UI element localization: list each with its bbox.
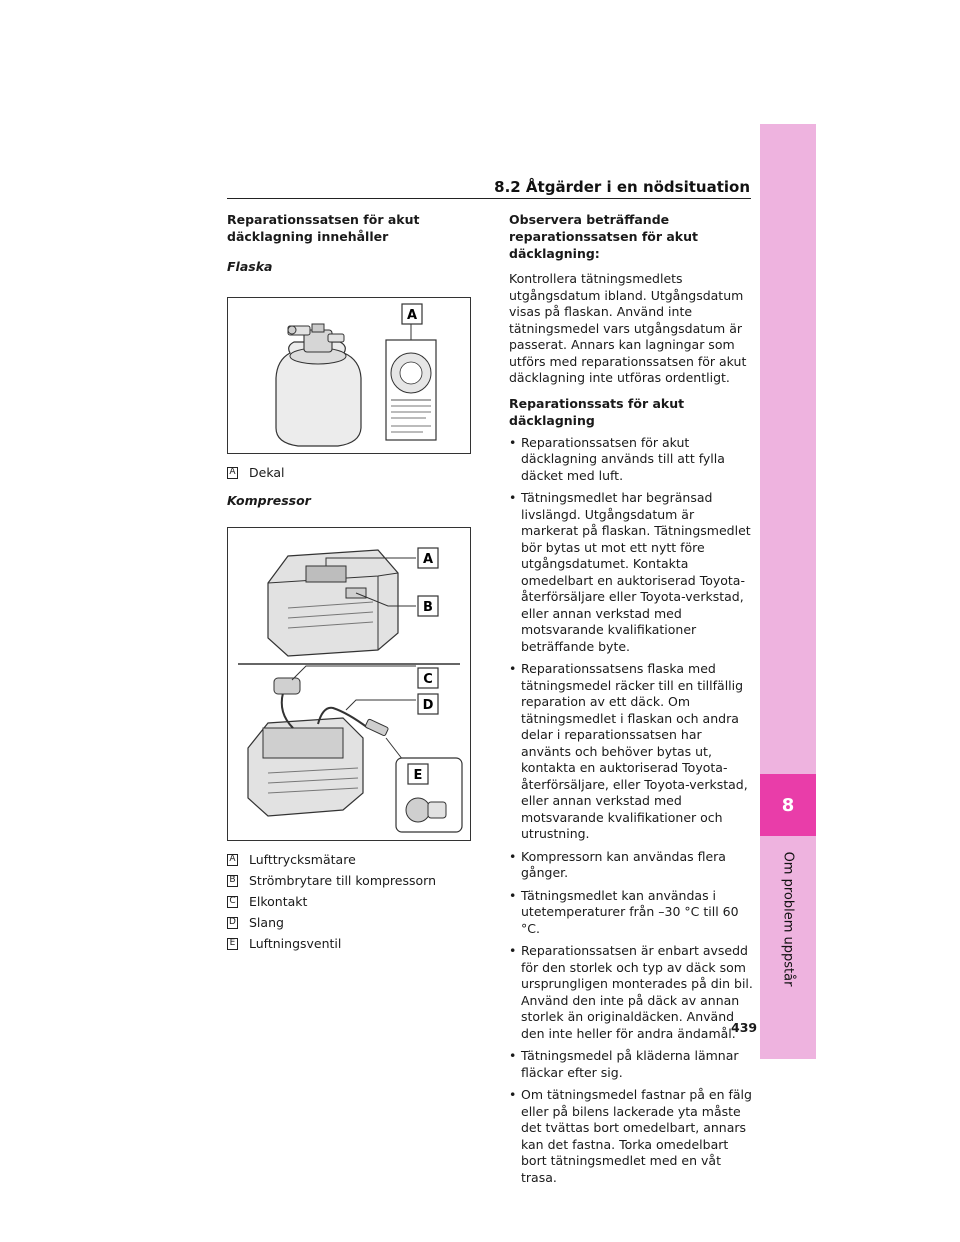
compressor-callout-c: C bbox=[423, 672, 433, 687]
caption-letter: A bbox=[227, 854, 238, 866]
compressor-callout-e: E bbox=[413, 768, 423, 783]
compressor-caption bbox=[227, 849, 477, 870]
chapter-number: 8 bbox=[760, 774, 816, 836]
list-item: • Reparationssatsens flaska med tätningsmedel räcker till en tillfällig reparation av ett däck. Om tätningsmedlet i flaskan och andra delar i reparationssatsen har använts och behöver bytas ut, kontakta en auktoriserad Toyota-återförsäljare, eller Toyota-verkstad, eller annan verkstad med motsvarande kvalifikationer och utrustning. bbox=[509, 661, 753, 843]
caption-letter: C bbox=[227, 896, 238, 908]
kompressor-label: Kompressor bbox=[227, 493, 311, 508]
caption-text: Lufttrycksmätare bbox=[249, 852, 356, 867]
list-item: • Reparationssatsen är enbart avsedd för den storlek och typ av däck som ursprungligen monterades på din bil. Använd den inte på däck av annan storlek än originaldäcken. Använd den inte heller för andra ändamål. bbox=[509, 943, 753, 1042]
compressor-illustration bbox=[228, 528, 470, 840]
list-item: • Tätningsmedel på kläderna lämnar fläckar efter sig. bbox=[509, 1048, 753, 1081]
header-rule bbox=[227, 198, 751, 199]
chapter-side-tab[interactable] bbox=[760, 124, 816, 1059]
notice-heading: Observera beträffande reparationssatsen för akut däcklagning: bbox=[509, 212, 698, 261]
compressor-caption bbox=[227, 891, 477, 912]
caption-text: Strömbrytare till kompressorn bbox=[249, 873, 436, 888]
compressor-caption bbox=[227, 912, 477, 933]
compressor-callout-d: D bbox=[422, 698, 434, 713]
caption-letter: D bbox=[227, 917, 238, 929]
list-item: • Tätningsmedlet har begränsad livslängd. Utgångsdatum är markerat på flaskan. Tätningsmedlet bör bytas ut mot ett nytt före utgångsdatumet. Kontakta omedelbart en auktoriserad Toyota-återförsäljare eller Toyota-verkstad, eller annan verkstad med motsvarande kvalifikationer beträffande byte. bbox=[509, 490, 753, 655]
chapter-title: Om problem uppstår bbox=[780, 851, 796, 987]
section-title: 8.2 Åtgärder i en nödsituation bbox=[494, 178, 750, 196]
compressor-caption bbox=[227, 933, 477, 954]
bottle-illustration bbox=[228, 298, 470, 453]
compressor-callout-b: B bbox=[423, 600, 433, 615]
compressor-caption bbox=[227, 870, 477, 891]
list-item: • Tätningsmedlet kan användas i utetemperaturer från –30 °C till 60 °C. bbox=[509, 888, 753, 938]
page-number: 439 bbox=[731, 1020, 758, 1035]
list-item: • Kompressorn kan användas flera gånger. bbox=[509, 849, 753, 882]
kit-heading: Reparationssatsen för akut däcklagning innehåller bbox=[227, 212, 420, 244]
bottle-figure bbox=[227, 297, 471, 454]
compressor-figure bbox=[227, 527, 471, 841]
right-column bbox=[509, 211, 753, 1192]
compressor-captions bbox=[227, 849, 477, 954]
caption-text: Dekal bbox=[249, 465, 285, 480]
left-column bbox=[227, 211, 477, 954]
list-item: • Reparationssatsen för akut däcklagning används till att fylla däcket med luft. bbox=[509, 435, 753, 485]
list-item: • Om tätningsmedel fastnar på en fälg eller på bilens lackerade yta måste det tvättas bort omedelbart, annars kan det fastna. Torka omedelbart bort tätningsmedlet med en våt trasa. bbox=[509, 1087, 753, 1186]
bottle-caption bbox=[227, 462, 477, 483]
notice-intro: Kontrollera tätningsmedlets utgångsdatum ibland. Utgångsdatum visas på flaskan. Använd inte tätningsmedel vars utgångsdatum är passerat. Annars kan lagningar som utförs med reparationssatsen för akut däcklagning inte utföras ordentligt. bbox=[509, 271, 747, 385]
compressor-callout-a: A bbox=[422, 552, 434, 567]
caption-text: Slang bbox=[249, 915, 284, 930]
caption-letter: A bbox=[227, 467, 238, 479]
notice-bullets bbox=[509, 435, 753, 1187]
flaska-label: Flaska bbox=[227, 259, 273, 274]
caption-text: Elkontakt bbox=[249, 894, 308, 909]
caption-letter: B bbox=[227, 875, 238, 887]
kit-subheading: Reparationssats för akut däcklagning bbox=[509, 395, 685, 428]
bottle-callout-a: A bbox=[406, 308, 418, 323]
bottle-captions bbox=[227, 462, 477, 483]
caption-text: Luftningsventil bbox=[249, 936, 342, 951]
caption-letter: E bbox=[227, 938, 238, 950]
